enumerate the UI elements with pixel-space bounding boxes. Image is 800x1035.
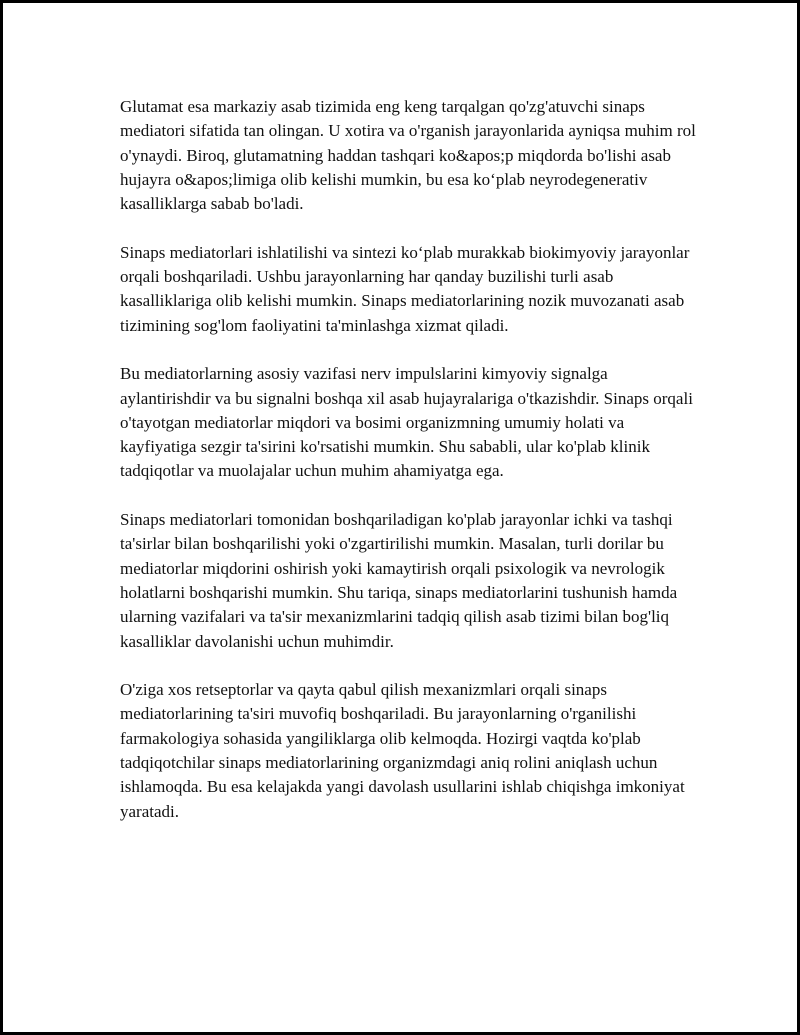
paragraph-external-influences: Sinaps mediatorlari tomonidan boshqariladigan ko'plab jarayonlar ichki va tashqi ta'sirlar bilan boshqarilishi yoki o'zgartirilishi mumkin. Masalan, turli dorilar bu mediatorlar miqdorini oshirish yoki kamaytirish orqali psixologik va nevrologik holatlarni boshqarishi mumkin. Shu tariqa, sinaps mediatorlarini tushunish hamda ularning vazifalari va ta'sir mexanizmlarini tadqiq qilish asab tizimi bilan bog'liq kasalliklar davolanishi uchun muhimdir. bbox=[120, 510, 678, 651]
paragraph-main-function: Bu mediatorlarning asosiy vazifasi nerv impulslarini kimyoviy signalga aylantirishdir va bu signalni boshqa xil asab hujayralariga o'tkazishdir. Sinaps orqali o'tayotgan mediatorlar miqdori va bosimi organizmning umumiy holati va kayfiyatiga sezgir ta'sirini ko'rsatishi mumkin. Shu sababli, ular ko'plab klinik tadqiqotlar va muolajalar uchun muhim ahamiyatga ega. bbox=[120, 364, 693, 481]
paragraph-synthesis-regulation: Sinaps mediatorlari ishlatilishi va sintezi ko‘plab murakkab biokimyoviy jarayonlar orqali boshqariladi. Ushbu jarayonlarning har qanday buzilishi turli asab kasalliklariga olib kelishi mumkin. Sinaps mediatorlarining nozik muvozanati asab tizimining sog'lom faoliyatini ta'minlashga xizmat qiladi. bbox=[120, 242, 690, 335]
paragraph-receptors-research: O'ziga xos retseptorlar va qayta qabul qilish mexanizmlari orqali sinaps mediatorlarining ta'siri muvofiq boshqariladi. Bu jarayonlarning o'rganilishi farmakologiya sohasida yangiliklarga olib kelmoqda. Hozirgi vaqtda ko'plab tadqiqotchilar sinaps mediatorlarining organizmdagi aniq rolini aniqlash uchun ishlamoqda. Bu esa kelajakda yangi davolash usullarini ishlab chiqishga imkoniyat yaratadi. bbox=[120, 680, 685, 821]
paragraph-glutamate: Glutamat esa markaziy asab tizimida eng keng tarqalgan qo'zg'atuvchi sinaps mediatori sifatida tan olingan. U xotira va o'rganish jarayonlarida ayniqsa muhim rol o'ynaydi. Biroq, glutamatning haddan tashqari ko&apos;p miqdorda bo'lishi asab hujayra o&apos;limiga olib kelishi mumkin, bu esa ko‘plab neyrodegenerativ kasalliklarga sabab bo'ladi. bbox=[120, 97, 696, 214]
document-body bbox=[120, 95, 700, 848]
